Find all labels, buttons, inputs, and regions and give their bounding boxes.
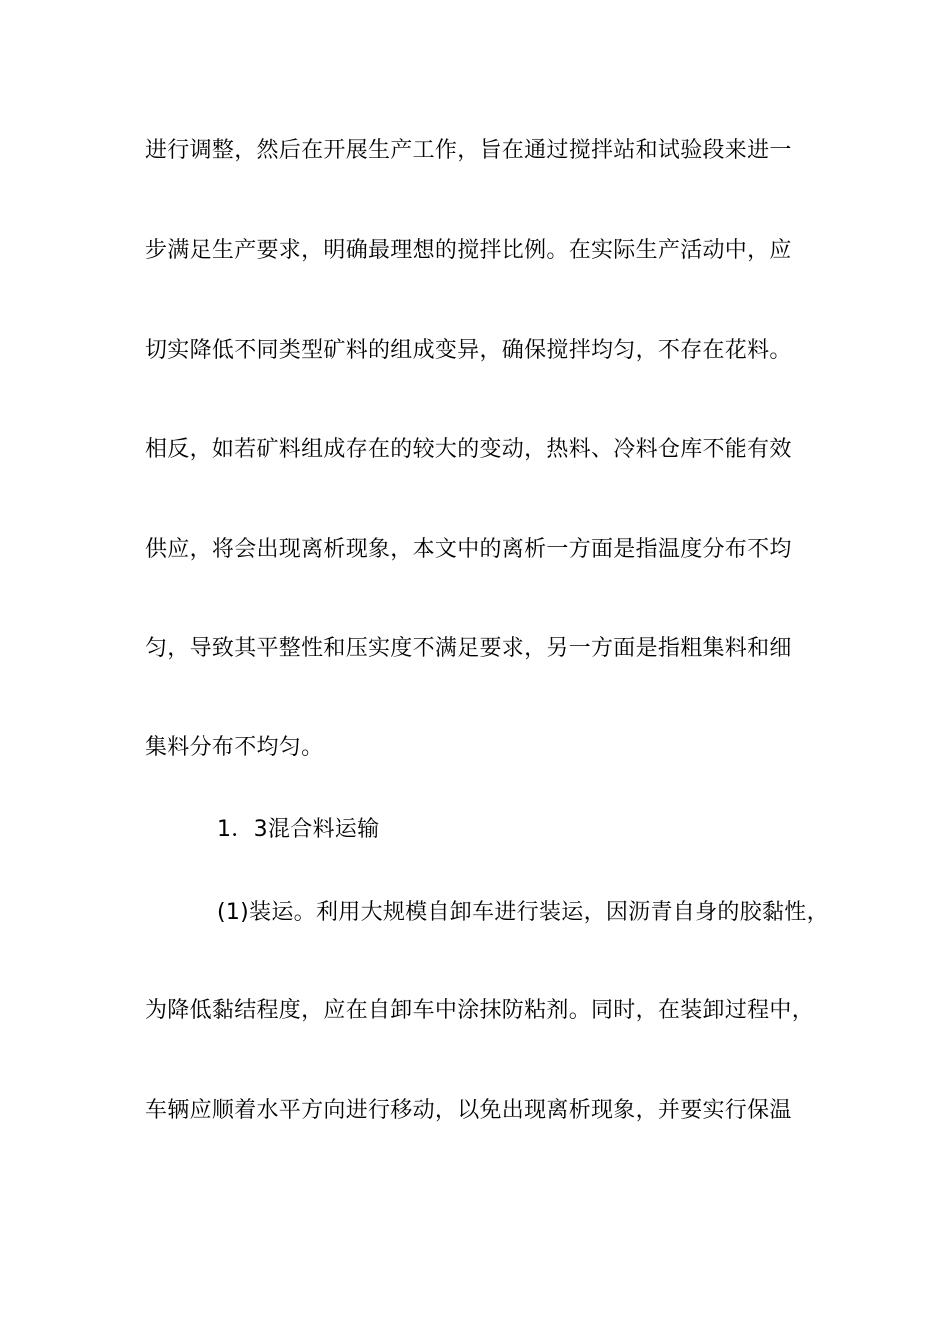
section-heading: 1．3混合料运输 bbox=[217, 817, 380, 842]
body-text-line: 车辆应顺着水平方向进行移动，以免出现离析现象，并要实行保温 bbox=[145, 1098, 792, 1123]
body-text-line: 供应，将会出现离析现象，本文中的离析一方面是指温度分布不均 bbox=[145, 537, 792, 562]
body-text-line: (1)装运。利用大规模自卸车进行装运，因沥青自身的胶黏性， bbox=[217, 900, 829, 925]
body-text-line: 进行调整，然后在开展生产工作，旨在通过搅拌站和试验段来进一 bbox=[145, 138, 792, 163]
body-text-line: 集料分布不均匀。 bbox=[145, 735, 324, 760]
body-text-line: 切实降低不同类型矿料的组成变异，确保搅拌均匀，不存在花料。 bbox=[145, 338, 792, 363]
body-text-line: 相反，如若矿料组成存在的较大的变动，热料、冷料仓库不能有效 bbox=[145, 437, 792, 462]
body-text-line: 步满足生产要求，明确最理想的搅拌比例。在实际生产活动中，应 bbox=[145, 238, 792, 263]
body-text-line: 为降低黏结程度，应在自卸车中涂抹防粘剂。同时，在装卸过程中， bbox=[145, 998, 815, 1023]
body-text-line: 匀，导致其平整性和压实度不满足要求，另一方面是指粗集料和细 bbox=[145, 636, 792, 661]
